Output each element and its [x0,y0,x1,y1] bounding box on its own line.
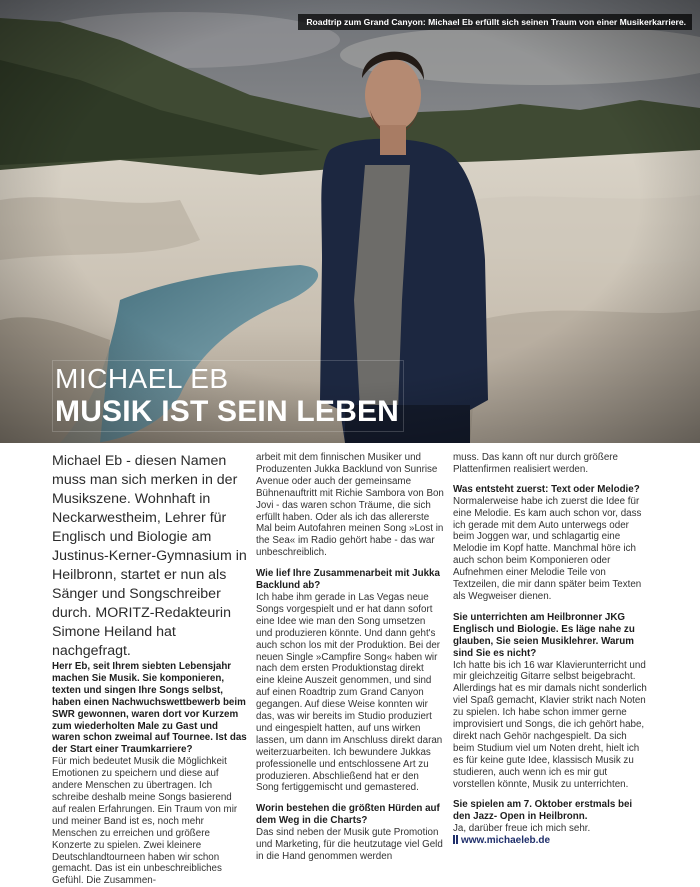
title-slogan: MUSIK IST SEIN LEBEN [55,395,400,428]
question-2: Wie lief Ihre Zusammenarbeit mit Jukka Backlund ab? [256,568,440,592]
title-name: MICHAEL EB [55,363,229,394]
text-column-2 [256,452,444,863]
answer-1-part-2: arbeit mit dem finnischen Musiker und Produzenten Jukka Backlund von Sunrise Avenue oder auch der gemeinsame Bühnenauftritt mit Richie Sambora von Bon Jovi - das waren schon Träume, die sich erfüllt haben. Oder als ich das allererste Mal beim Autofahren meinen Song »Lost in the Sea« im Radio gehört habe - das war unbeschreiblich. [256,452,444,559]
article-lead: Michael Eb - diesen Namen muss man sich merken in der Musikszene. Wohnhaft in Neckarwestheim, Lehrer für Englisch und Biologie am Justinus-Kerner-Gymnasium in Heilbronn, startet er nun als Sänger und Songschreiber durch. MORITZ-Redakteurin Simone Heiland hat nachgefragt. [52,453,247,659]
answer-4: Normalerweise habe ich zuerst die Idee für eine Melodie. Es kam auch schon vor, dass ich gerade mit dem Auto unterwegs oder beim Joggen war, und schlagartig eine Melodie im Kopf hatte. Manchmal höre ich auch schon beim Komponieren oder Aufnehmen einer Melodie Teile von Textzeilen, die mir dann später beim Texten als Wegweiser dienen. [453,495,642,602]
text-column-1 [52,452,247,887]
website-line [453,835,648,847]
article-title [52,360,404,432]
answer-1-part-1: Für mich bedeutet Musik die Möglichkeit Emotionen zu speichern und diese auf andere Menschen zu übertragen. Ich schreibe deshalb meine Songs basierend auf realen Erfahrungen. Ein Traum von mir und meiner Band ist es, noch mehr Menschen zu erreichen und größere Konzerte zu spielen. Zwei kleinere Deutschlandtourneen haben wir schon gemacht. Das ist ein unbeschreibliches Gefühl. Die Zusammen- [52,756,238,887]
question-4: Was entsteht zuerst: Text oder Melodie? [453,483,640,495]
photo-caption: Roadtrip zum Grand Canyon: Michael Eb erfüllt sich seinen Traum von einer Musikerkarriere. [298,14,692,30]
question-1: Herr Eb, seit Ihrem siebten Lebensjahr machen Sie Musik. Sie komponieren, texten und singen Ihre Songs selbst, haben einen Nachwuchswettbewerb beim SWR gewonnen, waren dort vor Kurzem zum wiederholten Male zu Gast und waren schon zweimal auf Tournee. Ist das der Start einer Traumkarriere? [52,661,247,756]
answer-5: Ich hatte bis ich 16 war Klavierunterricht und mir gleichzeitig Gitarre selbst beigebracht. Allerdings hat es mir damals nicht sonderlich viel Spaß gemacht, Klavier strikt nach Noten zu spielen. Ich habe schon immer gerne improvisiert und Songs, die ich gehört habe, direkt nach Gehör nachgespielt. Da sich beim Studium viel um Noten dreht, hielt ich es für keine gute Idee, klassisch Musik zu studieren, auch wenn ich es mir gut vorstellen könnte, Musik zu unterrichten. [453,659,647,790]
question-6: Sie spielen am 7. Oktober erstmals bei den Jazz- Open in Heilbronn. [453,799,633,823]
hero-photo [0,0,700,443]
website-link[interactable]: www.michaeleb.de [461,835,551,847]
answer-3-part-2: muss. Das kann oft nur durch größere Plattenfirmen realisiert werden. [453,452,618,475]
answer-2: Ich habe ihm gerade in Las Vegas neue Songs vorgespielt und er hat dann sofort eine Idee wie man den Song umsetzen und produzieren könnte. Und dann geht's auch schon los mit der Produktion. Bei der neuen Single »Campfire Song« haben wir nach dem ersten Produktionstag direkt eine kleine Auszeit genommen, und sind auf einen Roadtrip zum Grand Canyon gegangen. Auf diese Weise konnten wir das, was wir bereits im Studio produziert und eingespielt hatten, auf uns wirken lassen, um dann im Anschluss direkt daran weiterzuarbeiten. Ich bewundere Jukkas professionelle und entschlossene Art zu produzieren. Abschließend hat er den Song fertiggemischt und gemastered. [256,591,443,794]
question-5: Sie unterrichten am Heilbronner JKG Englisch und Biologie. Es läge nahe zu glauben, Sie seien Musiklehrer. Warum sind Sie es nicht? [453,611,635,659]
answer-3-part-1: Das sind neben der Musik gute Promotion und Marketing, für die heutzutage viel Geld in die Hand genommen werden [256,827,443,862]
link-marker-icon [453,835,455,844]
text-column-3 [453,452,648,847]
answer-6: Ja, darüber freue ich mich sehr. [453,823,591,835]
link-marker-icon-2 [456,835,458,844]
question-3: Worin bestehen die größten Hürden auf dem Weg in die Charts? [256,803,440,827]
